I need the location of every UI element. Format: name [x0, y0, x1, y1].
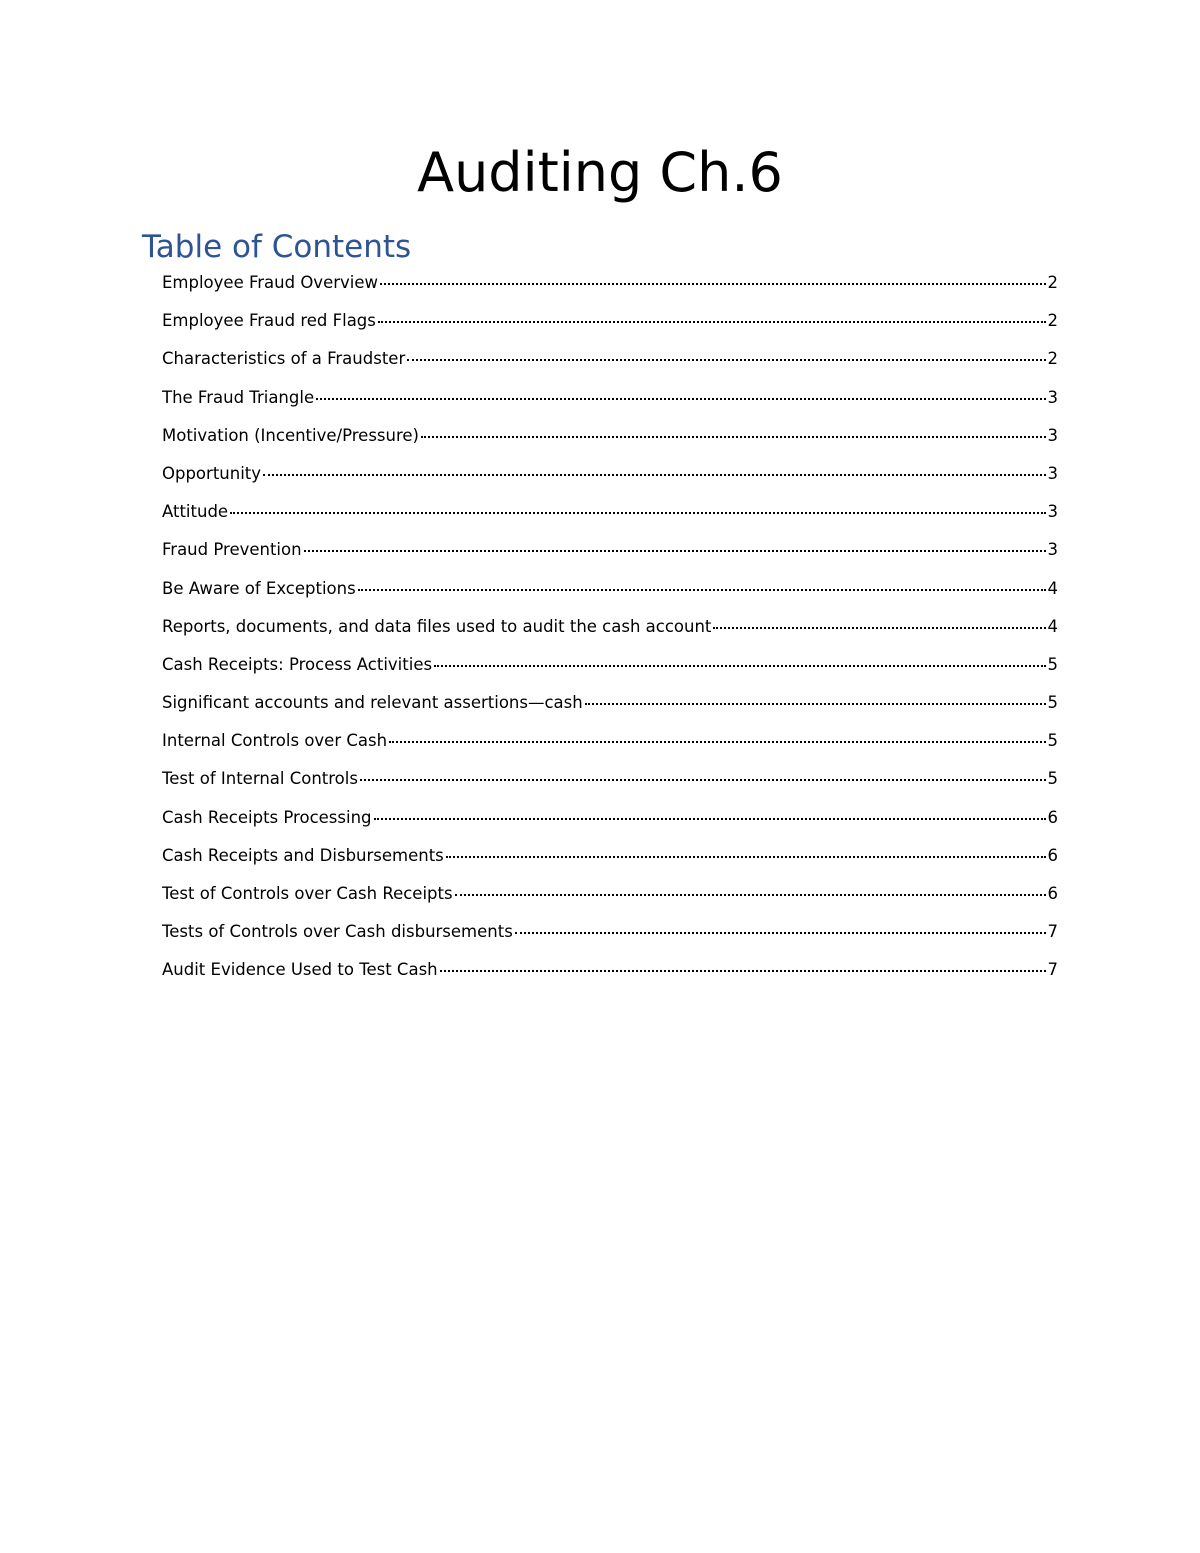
toc-entry-title[interactable]: Internal Controls over Cash [162, 731, 388, 751]
toc-entry-title[interactable]: Opportunity [162, 463, 262, 483]
toc-page-number[interactable]: 6 [1047, 845, 1058, 865]
toc-page-number[interactable]: 6 [1047, 884, 1058, 903]
table-of-contents [162, 264, 1058, 990]
toc-dot-leader [434, 665, 1045, 667]
toc-entry-title[interactable]: Characteristics of a Fraudster [162, 349, 406, 369]
toc-entry-title[interactable]: Motivation (Incentive/Pressure) [162, 425, 419, 445]
toc-entry[interactable] [162, 570, 1058, 608]
toc-page-number[interactable]: 4 [1047, 616, 1058, 636]
toc-entry[interactable] [162, 684, 1058, 722]
toc-page-number[interactable]: 3 [1047, 540, 1058, 560]
toc-entry[interactable] [162, 951, 1058, 989]
toc-page-number[interactable]: 3 [1047, 387, 1058, 407]
toc-dot-leader [713, 627, 1045, 629]
toc-entry-title[interactable]: Tests of Controls over Cash disbursements [162, 922, 513, 942]
toc-entry[interactable] [162, 722, 1058, 760]
toc-entry[interactable] [162, 379, 1058, 417]
toc-dot-leader [440, 970, 1046, 972]
toc-entry[interactable] [162, 837, 1058, 875]
toc-page-number[interactable]: 7 [1047, 960, 1058, 980]
toc-dot-leader [421, 436, 1046, 438]
toc-entry-title[interactable]: Significant accounts and relevant assertions—cash [162, 693, 583, 713]
toc-entry[interactable] [162, 455, 1058, 493]
toc-dot-leader [230, 512, 1045, 514]
toc-entry[interactable] [162, 913, 1058, 951]
toc-entry[interactable] [162, 302, 1058, 340]
toc-entry-title[interactable]: The Fraud Triangle [162, 387, 315, 407]
toc-dot-leader [358, 589, 1046, 591]
toc-page-number[interactable]: 5 [1047, 654, 1058, 674]
toc-page-number[interactable]: 5 [1047, 769, 1058, 789]
toc-entry-title[interactable]: Test of Controls over Cash Receipts [162, 884, 453, 903]
toc-dot-leader [389, 741, 1045, 743]
toc-entry[interactable] [162, 264, 1058, 302]
toc-entry-title[interactable]: Cash Receipts: Process Activities [162, 654, 433, 674]
toc-entry-title[interactable]: Cash Receipts Processing [162, 807, 372, 827]
toc-page-number[interactable]: 3 [1047, 425, 1058, 445]
toc-entry-title[interactable]: Test of Internal Controls [162, 769, 358, 789]
toc-entry[interactable] [162, 417, 1058, 455]
toc-entry-title[interactable]: Employee Fraud red Flags [162, 311, 376, 331]
toc-page-number[interactable]: 7 [1047, 922, 1058, 942]
toc-entry[interactable] [162, 531, 1058, 569]
toc-dot-leader [378, 321, 1046, 323]
toc-dot-leader [380, 283, 1045, 285]
toc-dot-leader [304, 550, 1046, 552]
toc-page-number[interactable]: 5 [1047, 731, 1058, 751]
toc-entry[interactable] [162, 340, 1058, 378]
toc-entry-title[interactable]: Attitude [162, 502, 229, 522]
toc-dot-leader [374, 818, 1046, 820]
toc-page-number[interactable]: 2 [1047, 349, 1058, 369]
toc-entry-title[interactable]: Fraud Prevention [162, 540, 302, 560]
toc-page-number[interactable]: 3 [1047, 463, 1058, 483]
toc-entry[interactable] [162, 608, 1058, 646]
toc-dot-leader [360, 779, 1046, 781]
toc-entry[interactable] [162, 799, 1058, 837]
toc-page-number[interactable]: 6 [1047, 807, 1058, 827]
toc-page-number[interactable]: 4 [1047, 578, 1058, 598]
toc-dot-leader [446, 856, 1046, 858]
toc-entry[interactable] [162, 646, 1058, 684]
toc-entry[interactable] [162, 493, 1058, 531]
toc-dot-leader [407, 359, 1045, 361]
toc-page-number[interactable]: 3 [1047, 502, 1058, 522]
toc-page-number[interactable]: 5 [1047, 693, 1058, 713]
toc-dot-leader [263, 474, 1045, 476]
document-title: Auditing Ch.6 [417, 141, 783, 204]
toc-entry-title[interactable]: Reports, documents, and data files used to audit the cash account [162, 616, 712, 636]
toc-dot-leader [316, 398, 1045, 400]
toc-entry-title[interactable]: Cash Receipts and Disbursements [162, 845, 444, 865]
toc-dot-leader [455, 894, 1046, 896]
toc-dot-leader [515, 932, 1046, 934]
toc-page-number[interactable]: 2 [1047, 273, 1058, 292]
toc-entry[interactable] [162, 875, 1058, 913]
toc-entry-title[interactable]: Employee Fraud Overview [162, 273, 379, 292]
toc-page-number[interactable]: 2 [1047, 311, 1058, 331]
toc-dot-leader [585, 703, 1046, 705]
toc-entry-title[interactable]: Be Aware of Exceptions [162, 578, 356, 598]
toc-entry-title[interactable]: Audit Evidence Used to Test Cash [162, 960, 438, 980]
toc-heading: Table of Contents [142, 229, 412, 265]
toc-entry[interactable] [162, 760, 1058, 798]
